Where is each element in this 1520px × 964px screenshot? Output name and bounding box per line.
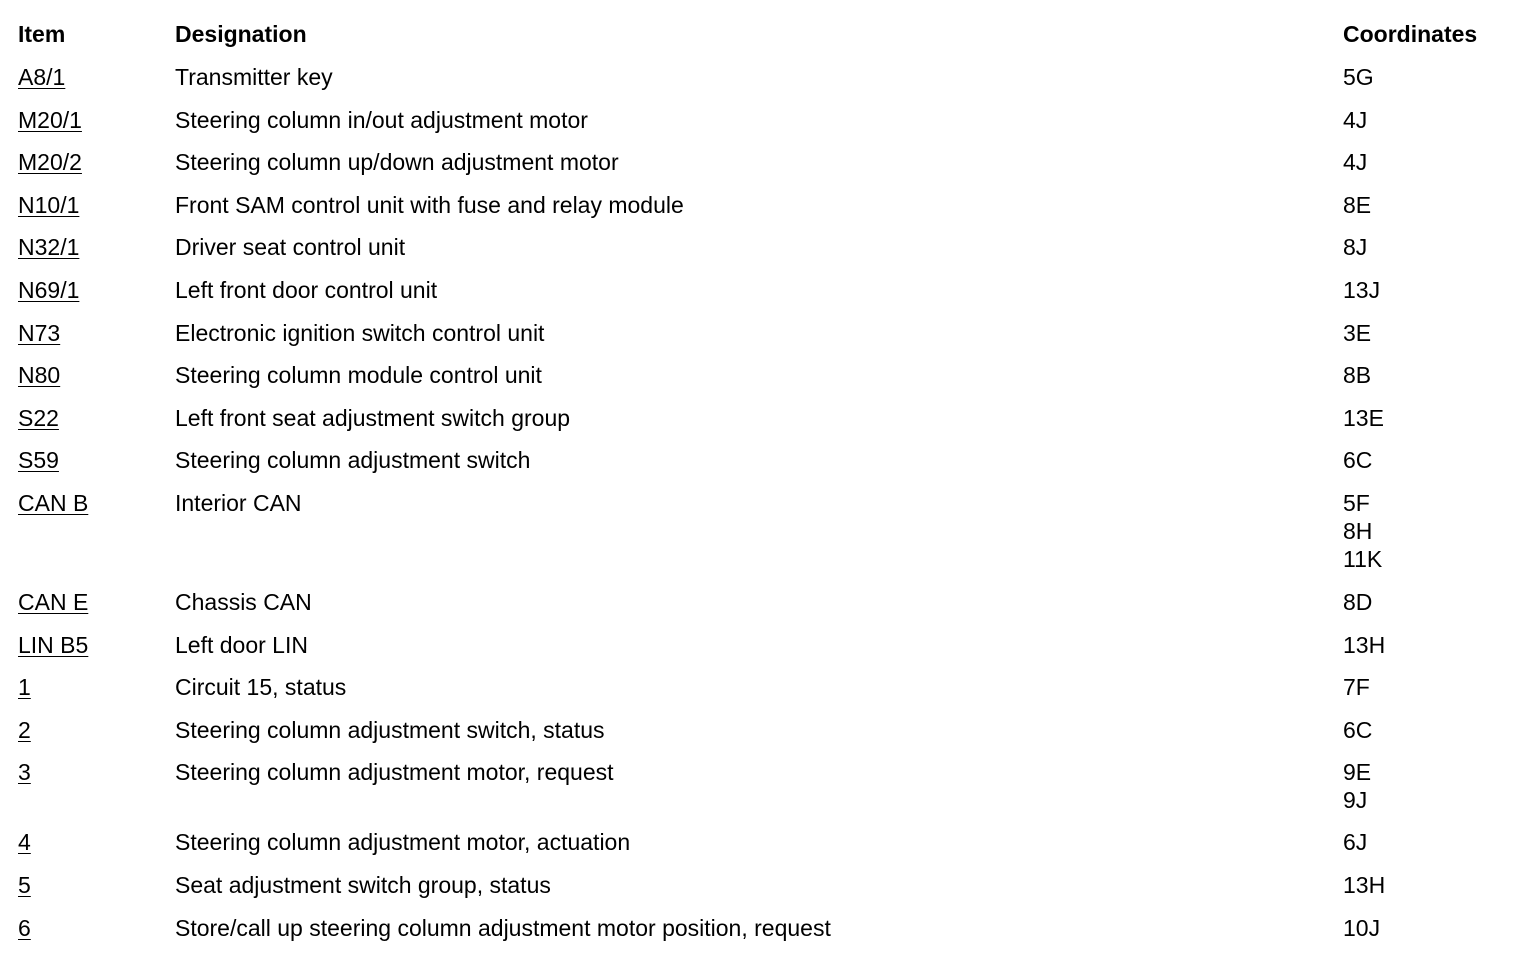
coordinates-cell <box>1343 871 1385 899</box>
item-link[interactable]: 3 <box>18 759 31 786</box>
coordinate-value: 6C <box>1343 716 1373 743</box>
designation-cell: Steering column adjustment switch <box>175 447 531 474</box>
designation-cell: Steering column adjustment motor, request <box>175 759 614 786</box>
header-designation: Designation <box>175 21 307 47</box>
designation-cell: Front SAM control unit with fuse and relay module <box>175 191 684 218</box>
designation-cell: Left door LIN <box>175 631 308 658</box>
coordinates-cell <box>1343 361 1371 389</box>
coordinate-value: 7F <box>1343 674 1370 701</box>
item-link[interactable]: N73 <box>18 319 61 346</box>
item-link[interactable]: 5 <box>18 871 31 898</box>
table-row <box>18 631 1508 674</box>
coordinate-value: 13J <box>1343 276 1381 303</box>
item-link[interactable]: A8/1 <box>18 64 66 90</box>
table-row <box>18 191 1508 234</box>
table-header-row <box>18 20 1508 63</box>
table-row <box>18 828 1508 871</box>
header-coordinates: Coordinates <box>1343 21 1478 47</box>
table-row <box>18 106 1508 149</box>
coordinates-cell <box>1343 446 1372 474</box>
table-row <box>18 871 1508 914</box>
item-link[interactable]: N32/1 <box>18 234 80 261</box>
coordinates-cell <box>1343 404 1384 432</box>
coordinate-value: 6C <box>1343 447 1373 474</box>
table-row <box>18 233 1508 276</box>
item-link[interactable]: 2 <box>18 716 31 743</box>
table-body <box>18 63 1508 956</box>
coordinate-value: 8J <box>1343 234 1368 261</box>
item-link[interactable]: N10/1 <box>18 191 80 218</box>
coordinate-value: 13H <box>1343 631 1386 658</box>
coordinate-value: 8E <box>1343 191 1372 218</box>
coordinates-cell <box>1343 106 1367 134</box>
coordinate-value: 8D <box>1343 588 1373 615</box>
coordinate-value: 9E <box>1343 759 1372 786</box>
item-link[interactable]: N80 <box>18 362 61 389</box>
coordinates-cell <box>1343 758 1371 814</box>
coordinate-value: 8B <box>1343 362 1372 389</box>
coordinates-cell <box>1343 319 1371 347</box>
table-row <box>18 361 1508 404</box>
table-row <box>18 673 1508 716</box>
coordinates-cell <box>1343 148 1367 176</box>
designation-cell: Seat adjustment switch group, status <box>175 871 551 898</box>
coordinates-cell <box>1343 716 1372 744</box>
table-row <box>18 276 1508 319</box>
coordinate-value: 3E <box>1343 319 1372 346</box>
coordinates-cell <box>1343 233 1367 261</box>
designation-cell: Chassis CAN <box>175 588 312 615</box>
coordinate-value: 6J <box>1343 829 1368 856</box>
table-row <box>18 404 1508 447</box>
item-link[interactable]: LIN B5 <box>18 631 89 658</box>
coordinate-value: 13E <box>1343 404 1384 431</box>
coordinate-value: 5G <box>1343 64 1374 90</box>
designation-cell: Store/call up steering column adjustment motor position, request <box>175 914 831 941</box>
coordinate-value: 8H <box>1343 517 1373 544</box>
coordinates-cell <box>1343 914 1380 942</box>
coordinate-value: 4J <box>1343 149 1368 176</box>
designation-cell: Left front door control unit <box>175 276 438 303</box>
coordinate-value: 10J <box>1343 914 1381 941</box>
item-link[interactable]: S22 <box>18 404 59 431</box>
item-link[interactable]: N69/1 <box>18 276 80 303</box>
coordinates-cell <box>1343 191 1371 219</box>
table-row <box>18 63 1508 106</box>
table-row <box>18 446 1508 489</box>
table-row <box>18 758 1508 828</box>
designation-cell: Steering column adjustment motor, actuation <box>175 829 631 856</box>
header-item: Item <box>18 21 66 47</box>
designation-cell: Transmitter key <box>175 64 333 90</box>
item-link[interactable]: S59 <box>18 447 59 474</box>
coordinates-cell <box>1343 63 1374 91</box>
designation-cell: Steering column adjustment switch, status <box>175 716 605 743</box>
designation-cell: Steering column up/down adjustment motor <box>175 149 619 176</box>
coordinates-cell <box>1343 276 1380 304</box>
item-link[interactable]: 4 <box>18 829 31 856</box>
item-link[interactable]: CAN B <box>18 489 89 516</box>
designation-cell: Steering column module control unit <box>175 362 542 389</box>
coordinates-cell <box>1343 588 1372 616</box>
table-row <box>18 148 1508 191</box>
designation-cell: Driver seat control unit <box>175 234 406 261</box>
coordinate-value: 11K <box>1343 545 1383 572</box>
component-legend-table <box>18 20 1508 956</box>
coordinate-value: 13H <box>1343 871 1386 898</box>
designation-cell: Electronic ignition switch control unit <box>175 319 545 346</box>
designation-cell: Circuit 15, status <box>175 674 347 701</box>
coordinate-value: 4J <box>1343 106 1368 133</box>
table-row <box>18 914 1508 957</box>
item-link[interactable]: 1 <box>18 674 31 701</box>
coordinates-cell <box>1343 631 1385 659</box>
item-link[interactable]: M20/2 <box>18 149 82 176</box>
item-link[interactable]: M20/1 <box>18 106 82 133</box>
table-row <box>18 716 1508 759</box>
table-row <box>18 319 1508 362</box>
designation-cell: Left front seat adjustment switch group <box>175 404 571 431</box>
item-link[interactable]: 6 <box>18 914 31 941</box>
table-row <box>18 588 1508 631</box>
coordinate-value: 9J <box>1343 787 1368 814</box>
coordinates-cell <box>1343 489 1382 573</box>
coordinates-cell <box>1343 673 1370 701</box>
table-row <box>18 489 1508 588</box>
designation-cell: Steering column in/out adjustment motor <box>175 106 588 133</box>
designation-cell: Interior CAN <box>175 489 302 516</box>
coordinates-cell <box>1343 828 1367 856</box>
coordinate-value: 5F <box>1343 489 1370 516</box>
item-link[interactable]: CAN E <box>18 588 89 615</box>
